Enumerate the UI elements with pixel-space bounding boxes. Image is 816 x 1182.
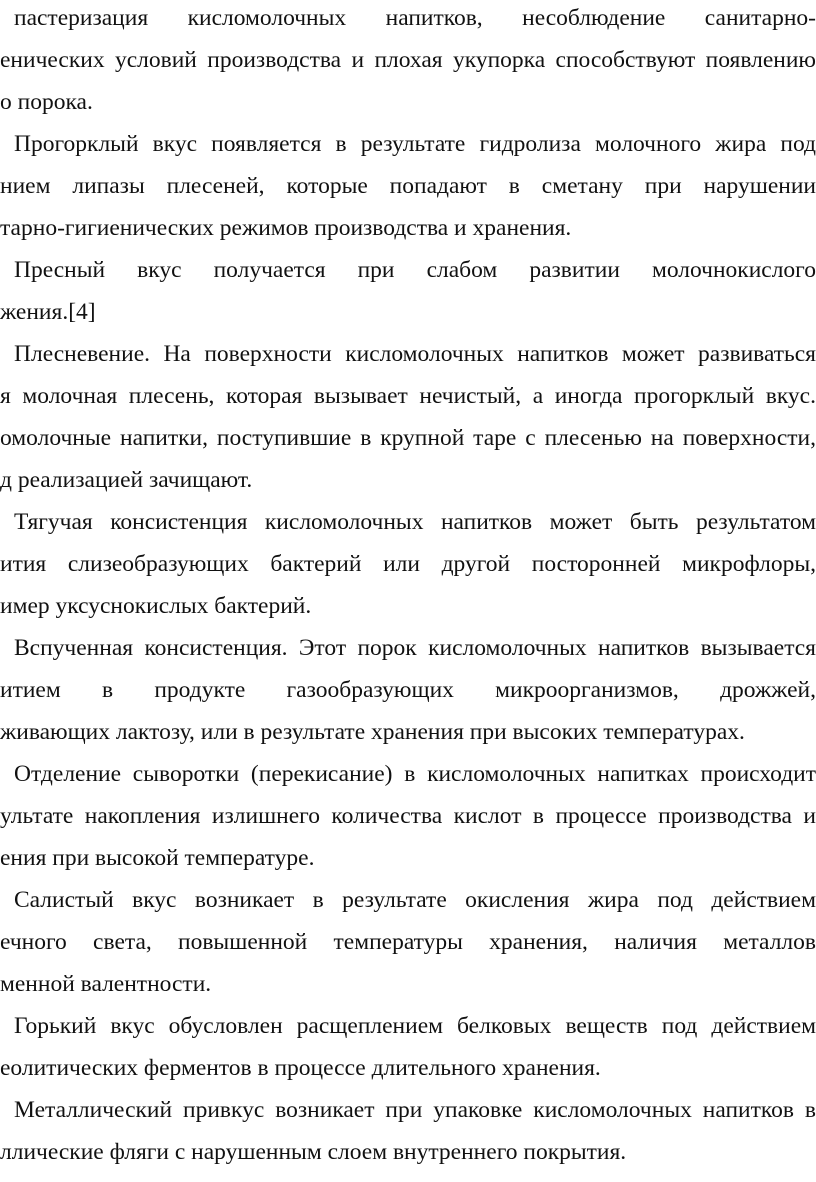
text-line: еолитических ферментов в процессе длительного хранения. — [0, 1055, 601, 1081]
text-line: Горький вкус обусловлен расщеплением белковых веществ под действием — [14, 1013, 816, 1039]
text-line: живающих лактозу, или в результате хранения при высоких температурах. — [0, 719, 745, 745]
text-line: ллические фляги с нарушенным слоем внутреннего покрытия. — [0, 1139, 627, 1165]
text-line: ития слизеобразующих бактерий или другой посторонней микрофлоры, — [0, 551, 816, 577]
text-line: менной валентности. — [0, 971, 212, 997]
text-line: Отделение сыворотки (перекисание) в кисломолочных напитках происходит — [14, 761, 816, 787]
text-line: ения при высокой температуре. — [0, 845, 315, 871]
text-line: Вспученная консистенция. Этот порок кисломолочных напитков вызывается — [14, 635, 816, 661]
text-line: жения.[4] — [0, 299, 96, 325]
text-line: Металлический привкус возникает при упаковке кисломолочных напитков в — [14, 1097, 816, 1123]
text-line: ультате накопления излишнего количества кислот в процессе производства и — [0, 803, 816, 829]
text-line: пастеризация кисломолочных напитков, несоблюдение санитарно- — [14, 5, 816, 31]
text-line: Прогорклый вкус появляется в результате гидролиза молочного жира под — [14, 131, 816, 157]
text-line: Плесневение. На поверхности кисломолочных напитков может развиваться — [14, 341, 816, 367]
text-line: д реализацией зачищают. — [0, 467, 253, 493]
text-line: енических условий производства и плохая укупорка способствуют появлению — [0, 47, 816, 73]
text-line: итием в продукте газообразующих микроорганизмов, дрожжей, — [0, 677, 816, 703]
text-line: тарно-гигиенических режимов производства и хранения. — [0, 215, 572, 241]
text-line: Салистый вкус возникает в результате окисления жира под действием — [14, 887, 816, 913]
text-line: нием липазы плесеней, которые попадают в сметану при нарушении — [0, 173, 816, 199]
text-line: Тягучая консистенция кисломолочных напитков может быть результатом — [14, 509, 816, 535]
text-line: Пресный вкус получается при слабом развитии молочнокислого — [14, 257, 816, 283]
text-line: я молочная плесень, которая вызывает нечистый, а иногда прогорклый вкус. — [0, 383, 816, 409]
text-line: имер уксуснокислых бактерий. — [0, 593, 312, 619]
text-line: ечного света, повышенной температуры хранения, наличия металлов — [0, 929, 816, 955]
text-line: омолочные напитки, поступившие в крупной таре с плесенью на поверхности, — [0, 425, 816, 451]
text-line: о порока. — [0, 89, 93, 115]
